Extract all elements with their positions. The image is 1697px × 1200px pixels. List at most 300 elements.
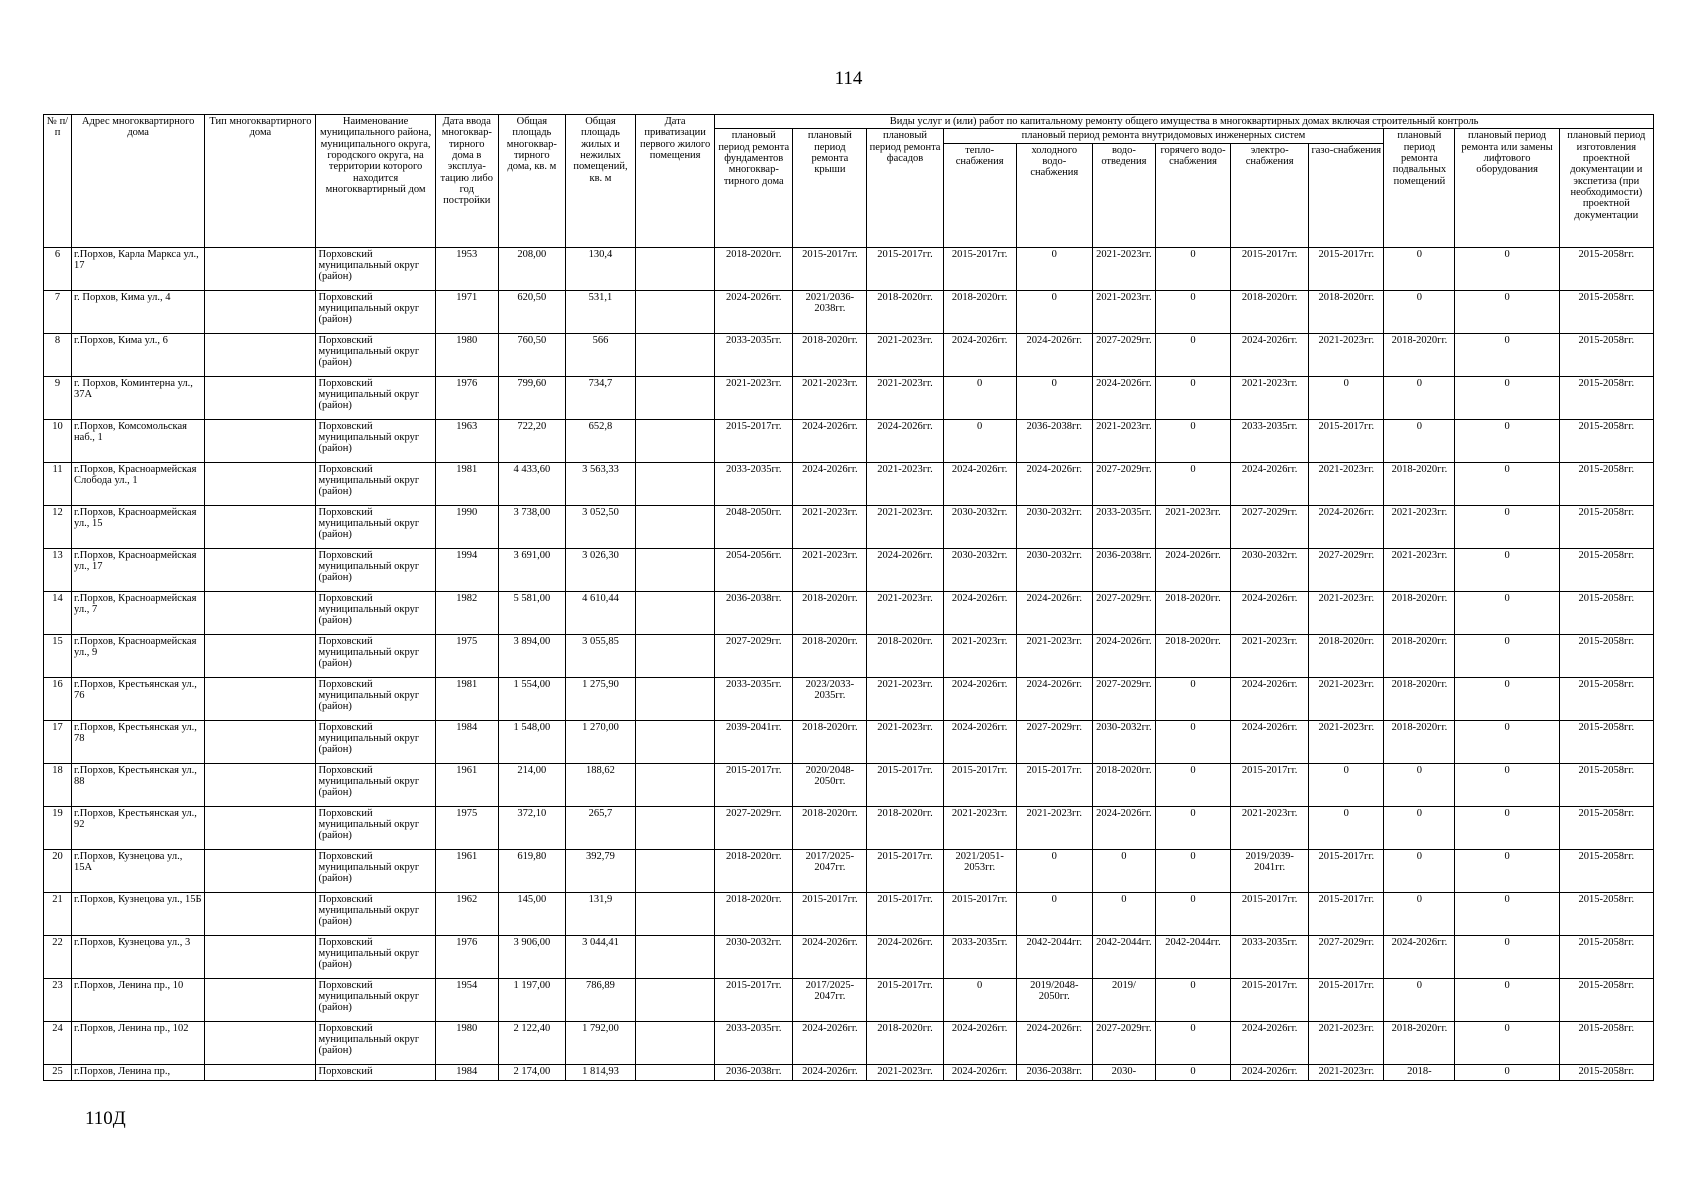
cold-water-cell: 0: [1016, 247, 1092, 290]
elevator-period-cell: 0: [1455, 720, 1559, 763]
total-area-cell: 145,00: [498, 892, 565, 935]
facade-period-cell: 2021-2023гг.: [867, 591, 943, 634]
privatization-date-cell: [636, 1021, 715, 1064]
design-docs-cell: 2015-2058гг.: [1559, 505, 1653, 548]
basement-period-cell: 2021-2023гг.: [1384, 548, 1455, 591]
elevator-period-cell: 0: [1455, 505, 1559, 548]
elevator-period-cell: 0: [1455, 462, 1559, 505]
gas-supply-cell: 0: [1309, 376, 1384, 419]
table-row: [44, 634, 1654, 677]
address-cell: г.Порхов, Крестьянская ул., 78: [72, 720, 205, 763]
commission-year-cell: 1971: [435, 290, 498, 333]
sewerage-cell: 2030-2032гг.: [1092, 720, 1155, 763]
municipality-cell: Порховский муниципальный округ (район): [316, 892, 435, 935]
foundation-period-cell: 2054-2056гг.: [715, 548, 793, 591]
privatization-date-cell: [636, 763, 715, 806]
row-number-cell: 7: [44, 290, 72, 333]
house-type-cell: [205, 333, 316, 376]
commission-year-cell: 1984: [435, 720, 498, 763]
living-area-cell: 786,89: [565, 978, 635, 1021]
total-area-cell: 4 433,60: [498, 462, 565, 505]
sewerage-cell: 2024-2026гг.: [1092, 634, 1155, 677]
municipality-cell: Порховский: [316, 1064, 435, 1080]
gas-supply-cell: 2015-2017гг.: [1309, 978, 1384, 1021]
heat-supply-cell: 2015-2017гг.: [943, 892, 1016, 935]
hot-water-cell: 0: [1155, 247, 1230, 290]
house-type-cell: [205, 419, 316, 462]
heat-supply-cell: 2021-2023гг.: [943, 634, 1016, 677]
header-works-group: Виды услуг и (или) работ по капитальному ремонту общего имущества в многоквартирных домах включая строительный контроль: [715, 115, 1654, 129]
living-area-cell: 4 610,44: [565, 591, 635, 634]
commission-year-cell: 1982: [435, 591, 498, 634]
cold-water-cell: 2024-2026гг.: [1016, 591, 1092, 634]
table-row: [44, 978, 1654, 1021]
basement-period-cell: 0: [1384, 806, 1455, 849]
privatization-date-cell: [636, 591, 715, 634]
facade-period-cell: 2015-2017гг.: [867, 849, 943, 892]
sewerage-cell: 2024-2026гг.: [1092, 806, 1155, 849]
design-docs-cell: 2015-2058гг.: [1559, 1064, 1653, 1080]
gas-supply-cell: 2015-2017гг.: [1309, 419, 1384, 462]
cold-water-cell: 0: [1016, 849, 1092, 892]
foundation-period-cell: 2033-2035гг.: [715, 677, 793, 720]
privatization-date-cell: [636, 806, 715, 849]
table-row: [44, 720, 1654, 763]
electric-supply-cell: 2021-2023гг.: [1231, 376, 1309, 419]
total-area-cell: 5 581,00: [498, 591, 565, 634]
elevator-period-cell: 0: [1455, 634, 1559, 677]
living-area-cell: 734,7: [565, 376, 635, 419]
gas-supply-cell: 0: [1309, 806, 1384, 849]
header-design-docs: плановый период изготовления проектной документации и экспетиза (при необходимости) проектной документации: [1559, 129, 1653, 247]
municipality-cell: Порховский муниципальный округ (район): [316, 247, 435, 290]
hot-water-cell: 0: [1155, 419, 1230, 462]
cold-water-cell: 0: [1016, 290, 1092, 333]
sewerage-cell: 2036-2038гг.: [1092, 548, 1155, 591]
gas-supply-cell: 2018-2020гг.: [1309, 634, 1384, 677]
privatization-date-cell: [636, 333, 715, 376]
gas-supply-cell: 0: [1309, 763, 1384, 806]
sewerage-cell: 0: [1092, 892, 1155, 935]
row-number-cell: 12: [44, 505, 72, 548]
total-area-cell: 1 554,00: [498, 677, 565, 720]
commission-year-cell: 1975: [435, 634, 498, 677]
basement-period-cell: 2021-2023гг.: [1384, 505, 1455, 548]
sewerage-cell: 2027-2029гг.: [1092, 591, 1155, 634]
privatization-date-cell: [636, 376, 715, 419]
elevator-period-cell: 0: [1455, 763, 1559, 806]
table-row: [44, 1064, 1654, 1080]
roof-period-cell: 2018-2020гг.: [793, 634, 867, 677]
heat-supply-cell: 2030-2032гг.: [943, 505, 1016, 548]
sheet-code: 110Д: [85, 1108, 126, 1129]
municipality-cell: Порховский муниципальный округ (район): [316, 720, 435, 763]
foundation-period-cell: 2033-2035гг.: [715, 1021, 793, 1064]
foundation-period-cell: 2018-2020гг.: [715, 849, 793, 892]
row-number-cell: 17: [44, 720, 72, 763]
address-cell: г.Порхов, Комсомольская наб., 1: [72, 419, 205, 462]
heat-supply-cell: 2018-2020гг.: [943, 290, 1016, 333]
foundation-period-cell: 2018-2020гг.: [715, 247, 793, 290]
facade-period-cell: 2024-2026гг.: [867, 548, 943, 591]
address-cell: г. Порхов, Коминтерна ул., 37А: [72, 376, 205, 419]
sewerage-cell: 2030-: [1092, 1064, 1155, 1080]
elevator-period-cell: 0: [1455, 591, 1559, 634]
electric-supply-cell: 2019/2039-2041гг.: [1231, 849, 1309, 892]
electric-supply-cell: 2027-2029гг.: [1231, 505, 1309, 548]
row-number-cell: 11: [44, 462, 72, 505]
basement-period-cell: 0: [1384, 290, 1455, 333]
sewerage-cell: 2021-2023гг.: [1092, 247, 1155, 290]
elevator-period-cell: 0: [1455, 333, 1559, 376]
electric-supply-cell: 2024-2026гг.: [1231, 1021, 1309, 1064]
header-house-type: Тип многоквартирного дома: [205, 115, 316, 248]
municipality-cell: Порховский муниципальный округ (район): [316, 462, 435, 505]
sewerage-cell: 2021-2023гг.: [1092, 290, 1155, 333]
table-row: [44, 376, 1654, 419]
sewerage-cell: 2033-2035гг.: [1092, 505, 1155, 548]
row-number-cell: 16: [44, 677, 72, 720]
elevator-period-cell: 0: [1455, 892, 1559, 935]
roof-period-cell: 2015-2017гг.: [793, 892, 867, 935]
page-number: 114: [834, 68, 863, 89]
municipality-cell: Порховский муниципальный округ (район): [316, 1021, 435, 1064]
house-type-cell: [205, 634, 316, 677]
row-number-cell: 14: [44, 591, 72, 634]
hot-water-cell: 2018-2020гг.: [1155, 634, 1230, 677]
cold-water-cell: 2021-2023гг.: [1016, 806, 1092, 849]
roof-period-cell: 2017/2025-2047гг.: [793, 978, 867, 1021]
table-row: [44, 849, 1654, 892]
basement-period-cell: 2018-2020гг.: [1384, 677, 1455, 720]
commission-year-cell: 1963: [435, 419, 498, 462]
gas-supply-cell: 2027-2029гг.: [1309, 935, 1384, 978]
elevator-period-cell: 0: [1455, 247, 1559, 290]
house-type-cell: [205, 247, 316, 290]
header-heat-supply: тепло-снабжения: [943, 143, 1016, 247]
house-type-cell: [205, 1064, 316, 1080]
table-row: [44, 505, 1654, 548]
sewerage-cell: 2042-2044гг.: [1092, 935, 1155, 978]
roof-period-cell: 2018-2020гг.: [793, 591, 867, 634]
living-area-cell: 265,7: [565, 806, 635, 849]
basement-period-cell: 0: [1384, 247, 1455, 290]
living-area-cell: 1 814,93: [565, 1064, 635, 1080]
row-number-cell: 25: [44, 1064, 72, 1080]
heat-supply-cell: 2021/2051-2053гг.: [943, 849, 1016, 892]
row-number-cell: 15: [44, 634, 72, 677]
header-roof: плановый период ремонта крыши: [793, 129, 867, 247]
privatization-date-cell: [636, 462, 715, 505]
header-total-area: Общая площадь многоквар-тирного дома, кв. м: [498, 115, 565, 248]
header-commission-year: Дата ввода многоквар-тирного дома в эксплуа-тацию либо год постройки: [435, 115, 498, 248]
living-area-cell: 3 026,30: [565, 548, 635, 591]
table-row: [44, 290, 1654, 333]
basement-period-cell: 2018-2020гг.: [1384, 634, 1455, 677]
privatization-date-cell: [636, 290, 715, 333]
header-facade: плановый период ремонта фасадов: [867, 129, 943, 247]
sewerage-cell: 2021-2023гг.: [1092, 419, 1155, 462]
facade-period-cell: 2018-2020гг.: [867, 290, 943, 333]
hot-water-cell: 0: [1155, 978, 1230, 1021]
design-docs-cell: 2015-2058гг.: [1559, 720, 1653, 763]
header-num: № п/п: [44, 115, 72, 248]
gas-supply-cell: 2024-2026гг.: [1309, 505, 1384, 548]
total-area-cell: 3 738,00: [498, 505, 565, 548]
foundation-period-cell: 2027-2029гг.: [715, 634, 793, 677]
row-number-cell: 19: [44, 806, 72, 849]
commission-year-cell: 1976: [435, 376, 498, 419]
basement-period-cell: 0: [1384, 376, 1455, 419]
cold-water-cell: 2036-2038гг.: [1016, 419, 1092, 462]
total-area-cell: 2 122,40: [498, 1021, 565, 1064]
basement-period-cell: 2018-2020гг.: [1384, 720, 1455, 763]
sewerage-cell: 2019/: [1092, 978, 1155, 1021]
gas-supply-cell: 2027-2029гг.: [1309, 548, 1384, 591]
table-row: [44, 892, 1654, 935]
privatization-date-cell: [636, 247, 715, 290]
facade-period-cell: 2015-2017гг.: [867, 763, 943, 806]
privatization-date-cell: [636, 720, 715, 763]
cold-water-cell: 2030-2032гг.: [1016, 548, 1092, 591]
elevator-period-cell: 0: [1455, 677, 1559, 720]
foundation-period-cell: 2027-2029гг.: [715, 806, 793, 849]
commission-year-cell: 1961: [435, 849, 498, 892]
facade-period-cell: 2021-2023гг.: [867, 505, 943, 548]
municipality-cell: Порховский муниципальный округ (район): [316, 290, 435, 333]
roof-period-cell: 2024-2026гг.: [793, 935, 867, 978]
foundation-period-cell: 2018-2020гг.: [715, 892, 793, 935]
header-sewerage: водо-отведения: [1092, 143, 1155, 247]
privatization-date-cell: [636, 849, 715, 892]
electric-supply-cell: 2024-2026гг.: [1231, 333, 1309, 376]
heat-supply-cell: 0: [943, 419, 1016, 462]
header-municipality: Наименование муниципального района, муниципального округа, городского округа, на территории которого находится многоквартирный дом: [316, 115, 435, 248]
total-area-cell: 2 174,00: [498, 1064, 565, 1080]
basement-period-cell: 2018-2020гг.: [1384, 591, 1455, 634]
total-area-cell: 3 691,00: [498, 548, 565, 591]
cold-water-cell: 2042-2044гг.: [1016, 935, 1092, 978]
design-docs-cell: 2015-2058гг.: [1559, 892, 1653, 935]
heat-supply-cell: 2024-2026гг.: [943, 1021, 1016, 1064]
total-area-cell: 214,00: [498, 763, 565, 806]
living-area-cell: 531,1: [565, 290, 635, 333]
elevator-period-cell: 0: [1455, 1064, 1559, 1080]
facade-period-cell: 2021-2023гг.: [867, 462, 943, 505]
commission-year-cell: 1984: [435, 1064, 498, 1080]
roof-period-cell: 2018-2020гг.: [793, 806, 867, 849]
municipality-cell: Порховский муниципальный округ (район): [316, 763, 435, 806]
roof-period-cell: 2024-2026гг.: [793, 462, 867, 505]
basement-period-cell: 2018-2020гг.: [1384, 333, 1455, 376]
hot-water-cell: 2018-2020гг.: [1155, 591, 1230, 634]
header-foundation: плановый период ремонта фундаментов многоквар-тирного дома: [715, 129, 793, 247]
address-cell: г.Порхов, Крестьянская ул., 76: [72, 677, 205, 720]
roof-period-cell: 2018-2020гг.: [793, 333, 867, 376]
hot-water-cell: 0: [1155, 333, 1230, 376]
facade-period-cell: 2021-2023гг.: [867, 376, 943, 419]
living-area-cell: 1 275,90: [565, 677, 635, 720]
sewerage-cell: 2027-2029гг.: [1092, 462, 1155, 505]
foundation-period-cell: 2015-2017гг.: [715, 763, 793, 806]
roof-period-cell: 2021/2036-2038гг.: [793, 290, 867, 333]
living-area-cell: 3 044,41: [565, 935, 635, 978]
elevator-period-cell: 0: [1455, 806, 1559, 849]
living-area-cell: 392,79: [565, 849, 635, 892]
facade-period-cell: 2024-2026гг.: [867, 935, 943, 978]
commission-year-cell: 1976: [435, 935, 498, 978]
address-cell: г. Порхов, Кима ул., 4: [72, 290, 205, 333]
facade-period-cell: 2015-2017гг.: [867, 978, 943, 1021]
municipality-cell: Порховский муниципальный округ (район): [316, 548, 435, 591]
sewerage-cell: 2018-2020гг.: [1092, 763, 1155, 806]
roof-period-cell: 2021-2023гг.: [793, 376, 867, 419]
house-type-cell: [205, 892, 316, 935]
address-cell: г.Порхов, Кузнецова ул., 15А: [72, 849, 205, 892]
living-area-cell: 188,62: [565, 763, 635, 806]
cold-water-cell: 2015-2017гг.: [1016, 763, 1092, 806]
elevator-period-cell: 0: [1455, 1021, 1559, 1064]
header-hot-water: горячего водо-снабжения: [1155, 143, 1230, 247]
row-number-cell: 6: [44, 247, 72, 290]
design-docs-cell: 2015-2058гг.: [1559, 290, 1653, 333]
sewerage-cell: 0: [1092, 849, 1155, 892]
municipality-cell: Порховский муниципальный округ (район): [316, 505, 435, 548]
house-type-cell: [205, 505, 316, 548]
basement-period-cell: 0: [1384, 419, 1455, 462]
address-cell: г.Порхов, Кима ул., 6: [72, 333, 205, 376]
sewerage-cell: 2027-2029гг.: [1092, 677, 1155, 720]
table-row: [44, 591, 1654, 634]
row-number-cell: 22: [44, 935, 72, 978]
design-docs-cell: 2015-2058гг.: [1559, 763, 1653, 806]
privatization-date-cell: [636, 548, 715, 591]
cold-water-cell: 0: [1016, 892, 1092, 935]
row-number-cell: 24: [44, 1021, 72, 1064]
facade-period-cell: 2021-2023гг.: [867, 1064, 943, 1080]
gas-supply-cell: 2021-2023гг.: [1309, 677, 1384, 720]
foundation-period-cell: 2036-2038гг.: [715, 1064, 793, 1080]
header-privatization-date: Дата приватизации первого жилого помещения: [636, 115, 715, 248]
commission-year-cell: 1994: [435, 548, 498, 591]
electric-supply-cell: 2021-2023гг.: [1231, 806, 1309, 849]
hot-water-cell: 0: [1155, 720, 1230, 763]
address-cell: г.Порхов, Красноармейская ул., 9: [72, 634, 205, 677]
foundation-period-cell: 2033-2035гг.: [715, 462, 793, 505]
table-row: [44, 677, 1654, 720]
living-area-cell: 3 052,50: [565, 505, 635, 548]
roof-period-cell: 2018-2020гг.: [793, 720, 867, 763]
gas-supply-cell: 2021-2023гг.: [1309, 1021, 1384, 1064]
living-area-cell: 1 270,00: [565, 720, 635, 763]
row-number-cell: 10: [44, 419, 72, 462]
address-cell: г.Порхов, Крестьянская ул., 88: [72, 763, 205, 806]
address-cell: г.Порхов, Ленина пр., 102: [72, 1021, 205, 1064]
roof-period-cell: 2024-2026гг.: [793, 419, 867, 462]
elevator-period-cell: 0: [1455, 548, 1559, 591]
house-type-cell: [205, 290, 316, 333]
heat-supply-cell: 2033-2035гг.: [943, 935, 1016, 978]
living-area-cell: 3 055,85: [565, 634, 635, 677]
facade-period-cell: 2015-2017гг.: [867, 247, 943, 290]
hot-water-cell: 0: [1155, 462, 1230, 505]
design-docs-cell: 2015-2058гг.: [1559, 419, 1653, 462]
address-cell: г.Порхов, Кузнецова ул., 15Б: [72, 892, 205, 935]
facade-period-cell: 2018-2020гг.: [867, 1021, 943, 1064]
gas-supply-cell: 2021-2023гг.: [1309, 591, 1384, 634]
hot-water-cell: 0: [1155, 806, 1230, 849]
electric-supply-cell: 2021-2023гг.: [1231, 634, 1309, 677]
heat-supply-cell: 0: [943, 376, 1016, 419]
foundation-period-cell: 2024-2026гг.: [715, 290, 793, 333]
municipality-cell: Порховский муниципальный округ (район): [316, 419, 435, 462]
electric-supply-cell: 2018-2020гг.: [1231, 290, 1309, 333]
heat-supply-cell: 2024-2026гг.: [943, 591, 1016, 634]
heat-supply-cell: 2024-2026гг.: [943, 333, 1016, 376]
basement-period-cell: 2024-2026гг.: [1384, 935, 1455, 978]
total-area-cell: 722,20: [498, 419, 565, 462]
facade-period-cell: 2018-2020гг.: [867, 634, 943, 677]
header-address: Адрес многоквартирного дома: [72, 115, 205, 248]
cold-water-cell: 2024-2026гг.: [1016, 333, 1092, 376]
address-cell: г.Порхов, Красноармейская ул., 17: [72, 548, 205, 591]
total-area-cell: 3 906,00: [498, 935, 565, 978]
design-docs-cell: 2015-2058гг.: [1559, 591, 1653, 634]
house-type-cell: [205, 935, 316, 978]
address-cell: г.Порхов, Крестьянская ул., 92: [72, 806, 205, 849]
cold-water-cell: 0: [1016, 376, 1092, 419]
basement-period-cell: 0: [1384, 892, 1455, 935]
design-docs-cell: 2015-2058гг.: [1559, 548, 1653, 591]
total-area-cell: 620,50: [498, 290, 565, 333]
hot-water-cell: 2024-2026гг.: [1155, 548, 1230, 591]
row-number-cell: 23: [44, 978, 72, 1021]
hot-water-cell: 0: [1155, 290, 1230, 333]
gas-supply-cell: 2021-2023гг.: [1309, 333, 1384, 376]
foundation-period-cell: 2036-2038гг.: [715, 591, 793, 634]
roof-period-cell: 2020/2048-2050гг.: [793, 763, 867, 806]
row-number-cell: 9: [44, 376, 72, 419]
commission-year-cell: 1981: [435, 462, 498, 505]
roof-period-cell: 2021-2023гг.: [793, 505, 867, 548]
table-body: [44, 247, 1654, 1080]
hot-water-cell: 0: [1155, 1021, 1230, 1064]
sewerage-cell: 2027-2029гг.: [1092, 1021, 1155, 1064]
gas-supply-cell: 2021-2023гг.: [1309, 720, 1384, 763]
electric-supply-cell: 2015-2017гг.: [1231, 763, 1309, 806]
cold-water-cell: 2024-2026гг.: [1016, 462, 1092, 505]
foundation-period-cell: 2048-2050гг.: [715, 505, 793, 548]
table-row: [44, 247, 1654, 290]
design-docs-cell: 2015-2058гг.: [1559, 462, 1653, 505]
design-docs-cell: 2015-2058гг.: [1559, 935, 1653, 978]
electric-supply-cell: 2024-2026гг.: [1231, 1064, 1309, 1080]
electric-supply-cell: 2033-2035гг.: [1231, 419, 1309, 462]
heat-supply-cell: 0: [943, 978, 1016, 1021]
roof-period-cell: 2021-2023гг.: [793, 548, 867, 591]
facade-period-cell: 2021-2023гг.: [867, 333, 943, 376]
hot-water-cell: 0: [1155, 1064, 1230, 1080]
facade-period-cell: 2021-2023гг.: [867, 677, 943, 720]
table-row: [44, 333, 1654, 376]
total-area-cell: 799,60: [498, 376, 565, 419]
basement-period-cell: 2018-: [1384, 1064, 1455, 1080]
commission-year-cell: 1954: [435, 978, 498, 1021]
row-number-cell: 13: [44, 548, 72, 591]
privatization-date-cell: [636, 892, 715, 935]
gas-supply-cell: 2021-2023гг.: [1309, 1064, 1384, 1080]
house-type-cell: [205, 462, 316, 505]
